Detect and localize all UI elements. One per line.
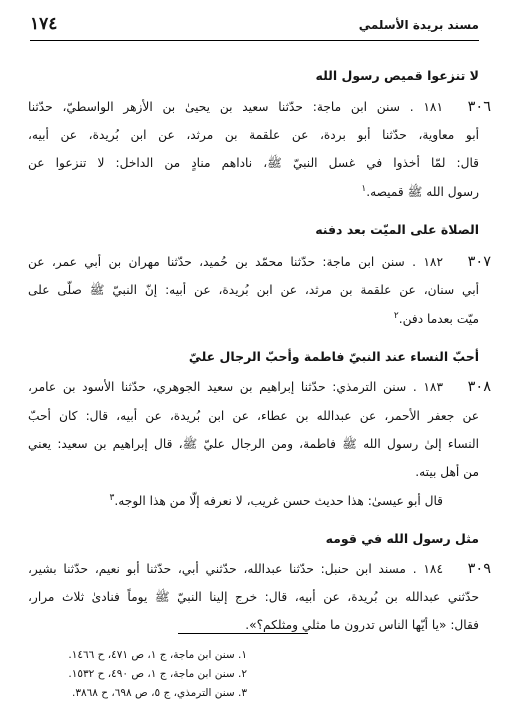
section-title: الصلاة على الميّت بعد دفنه (315, 222, 479, 237)
hadith-line: ١٨١ . سنن ابن ماجة: حدّثنا سعيد بن يحيىٰ بن الأزهر الواسطيّ، حدّثنا (28, 100, 443, 114)
hadith-line: ١٨٤ . مسند ابن حنبل: حدّثنا عبدالله، حدّثني أبي، حدّثنا أبو نعيم، حدّثنا بشير، (28, 562, 443, 576)
footnote-ref: ٢ (393, 311, 399, 321)
hadith-line-text: رسول الله ﷺ قميصه. (366, 185, 479, 200)
entry-number: ٣٠٦ (467, 99, 491, 115)
hadith-line: فقال: «يا أيّها الناس تدرون ما مثلي ومثلكم؟». (245, 618, 479, 632)
tirmidhi-comment (110, 494, 443, 507)
hadith-line: أبي سنان، عن علقمة بن مرثد، عن ابن بُريدة، عن أبيه: إنّ النبيّ ﷺ صلّى على (28, 283, 479, 297)
footnote: ٢. سنن ابن ماجة، ج ١، ص ٤٩٠، ح ١٥٣٢. (68, 668, 247, 680)
entry-number: ٣٠٧ (467, 254, 491, 270)
footnote: ٣. سنن الترمذي، ج ٥، ص ٦٩٨، ح ٣٨٦٨. (72, 687, 247, 699)
page-number: ١٧٤ (30, 14, 58, 34)
hadith-line: من أهل بيته. (415, 465, 479, 479)
section-title: لا تنزعوا قميص رسول الله (315, 68, 479, 83)
hadith-line: ١٨٢ . سنن ابن ماجة: حدّثنا محمّد بن حُميد، حدّثنا مهران بن أبي عمر، عن (28, 255, 443, 269)
entry-number: ٣٠٩ (467, 561, 491, 577)
footnote-ref: ٣ (109, 493, 115, 503)
hadith-line-last (28, 312, 479, 325)
hadith-line: النساء إلىٰ رسول الله ﷺ فاطمة، ومن الرجال عليّ ﷺ، قال إبراهيم بن سعيد: يعني (28, 437, 479, 451)
hadith-line: حدّثني عبدالله بن بُريدة، عن أبيه، قال: خرج إلينا النبيّ ﷺ يوماً فنادىٰ ثلاث مرار، (28, 590, 479, 604)
footnote: ١. سنن ابن ماجة، ج ١، ص ٤٧١، ح ١٤٦٦. (68, 649, 247, 661)
header-rule (30, 40, 479, 41)
hadith-line: أبو معاوية، حدّثنا أبو بردة، عن علقمة بن مرثد، عن ابن بُريدة، عن أبيه، (28, 128, 479, 142)
hadith-line: عن جعفر الأحمر، عن عبدالله بن عطاء، عن ابن بُريدة، عن أبيه، قال: كان أحبّ (28, 409, 479, 423)
footnote-ref: ١ (361, 184, 367, 194)
entry-number: ٣٠٨ (467, 379, 491, 395)
hadith-line: قال: لمّا أخذوا في غسل النبيّ ﷺ، ناداهم منادٍ من الداخل: لا تنزعوا عن (28, 156, 479, 170)
section-title: مثل رسول الله في قومه (325, 531, 479, 546)
hadith-line-last (28, 185, 479, 198)
running-title: مسند بريدة الأسلمي (358, 18, 479, 32)
footnote-rule (178, 633, 308, 634)
hadith-line: ١٨٣ . سنن الترمذي: حدّثنا إبراهيم بن سعيد الجوهري، حدّثنا الأسود بن عامر، (28, 380, 443, 394)
comment-text: قال أبو عيسىٰ: هذا حديث حسن غريب، لا نعرفه إلّا من هذا الوجه. (114, 494, 443, 509)
hadith-line-text: ميّت بعدما دفن. (398, 312, 479, 327)
section-title: أحبّ النساء عند النبيّ فاطمة وأحبّ الرجال عليّ (188, 349, 479, 364)
page-header (30, 14, 479, 38)
